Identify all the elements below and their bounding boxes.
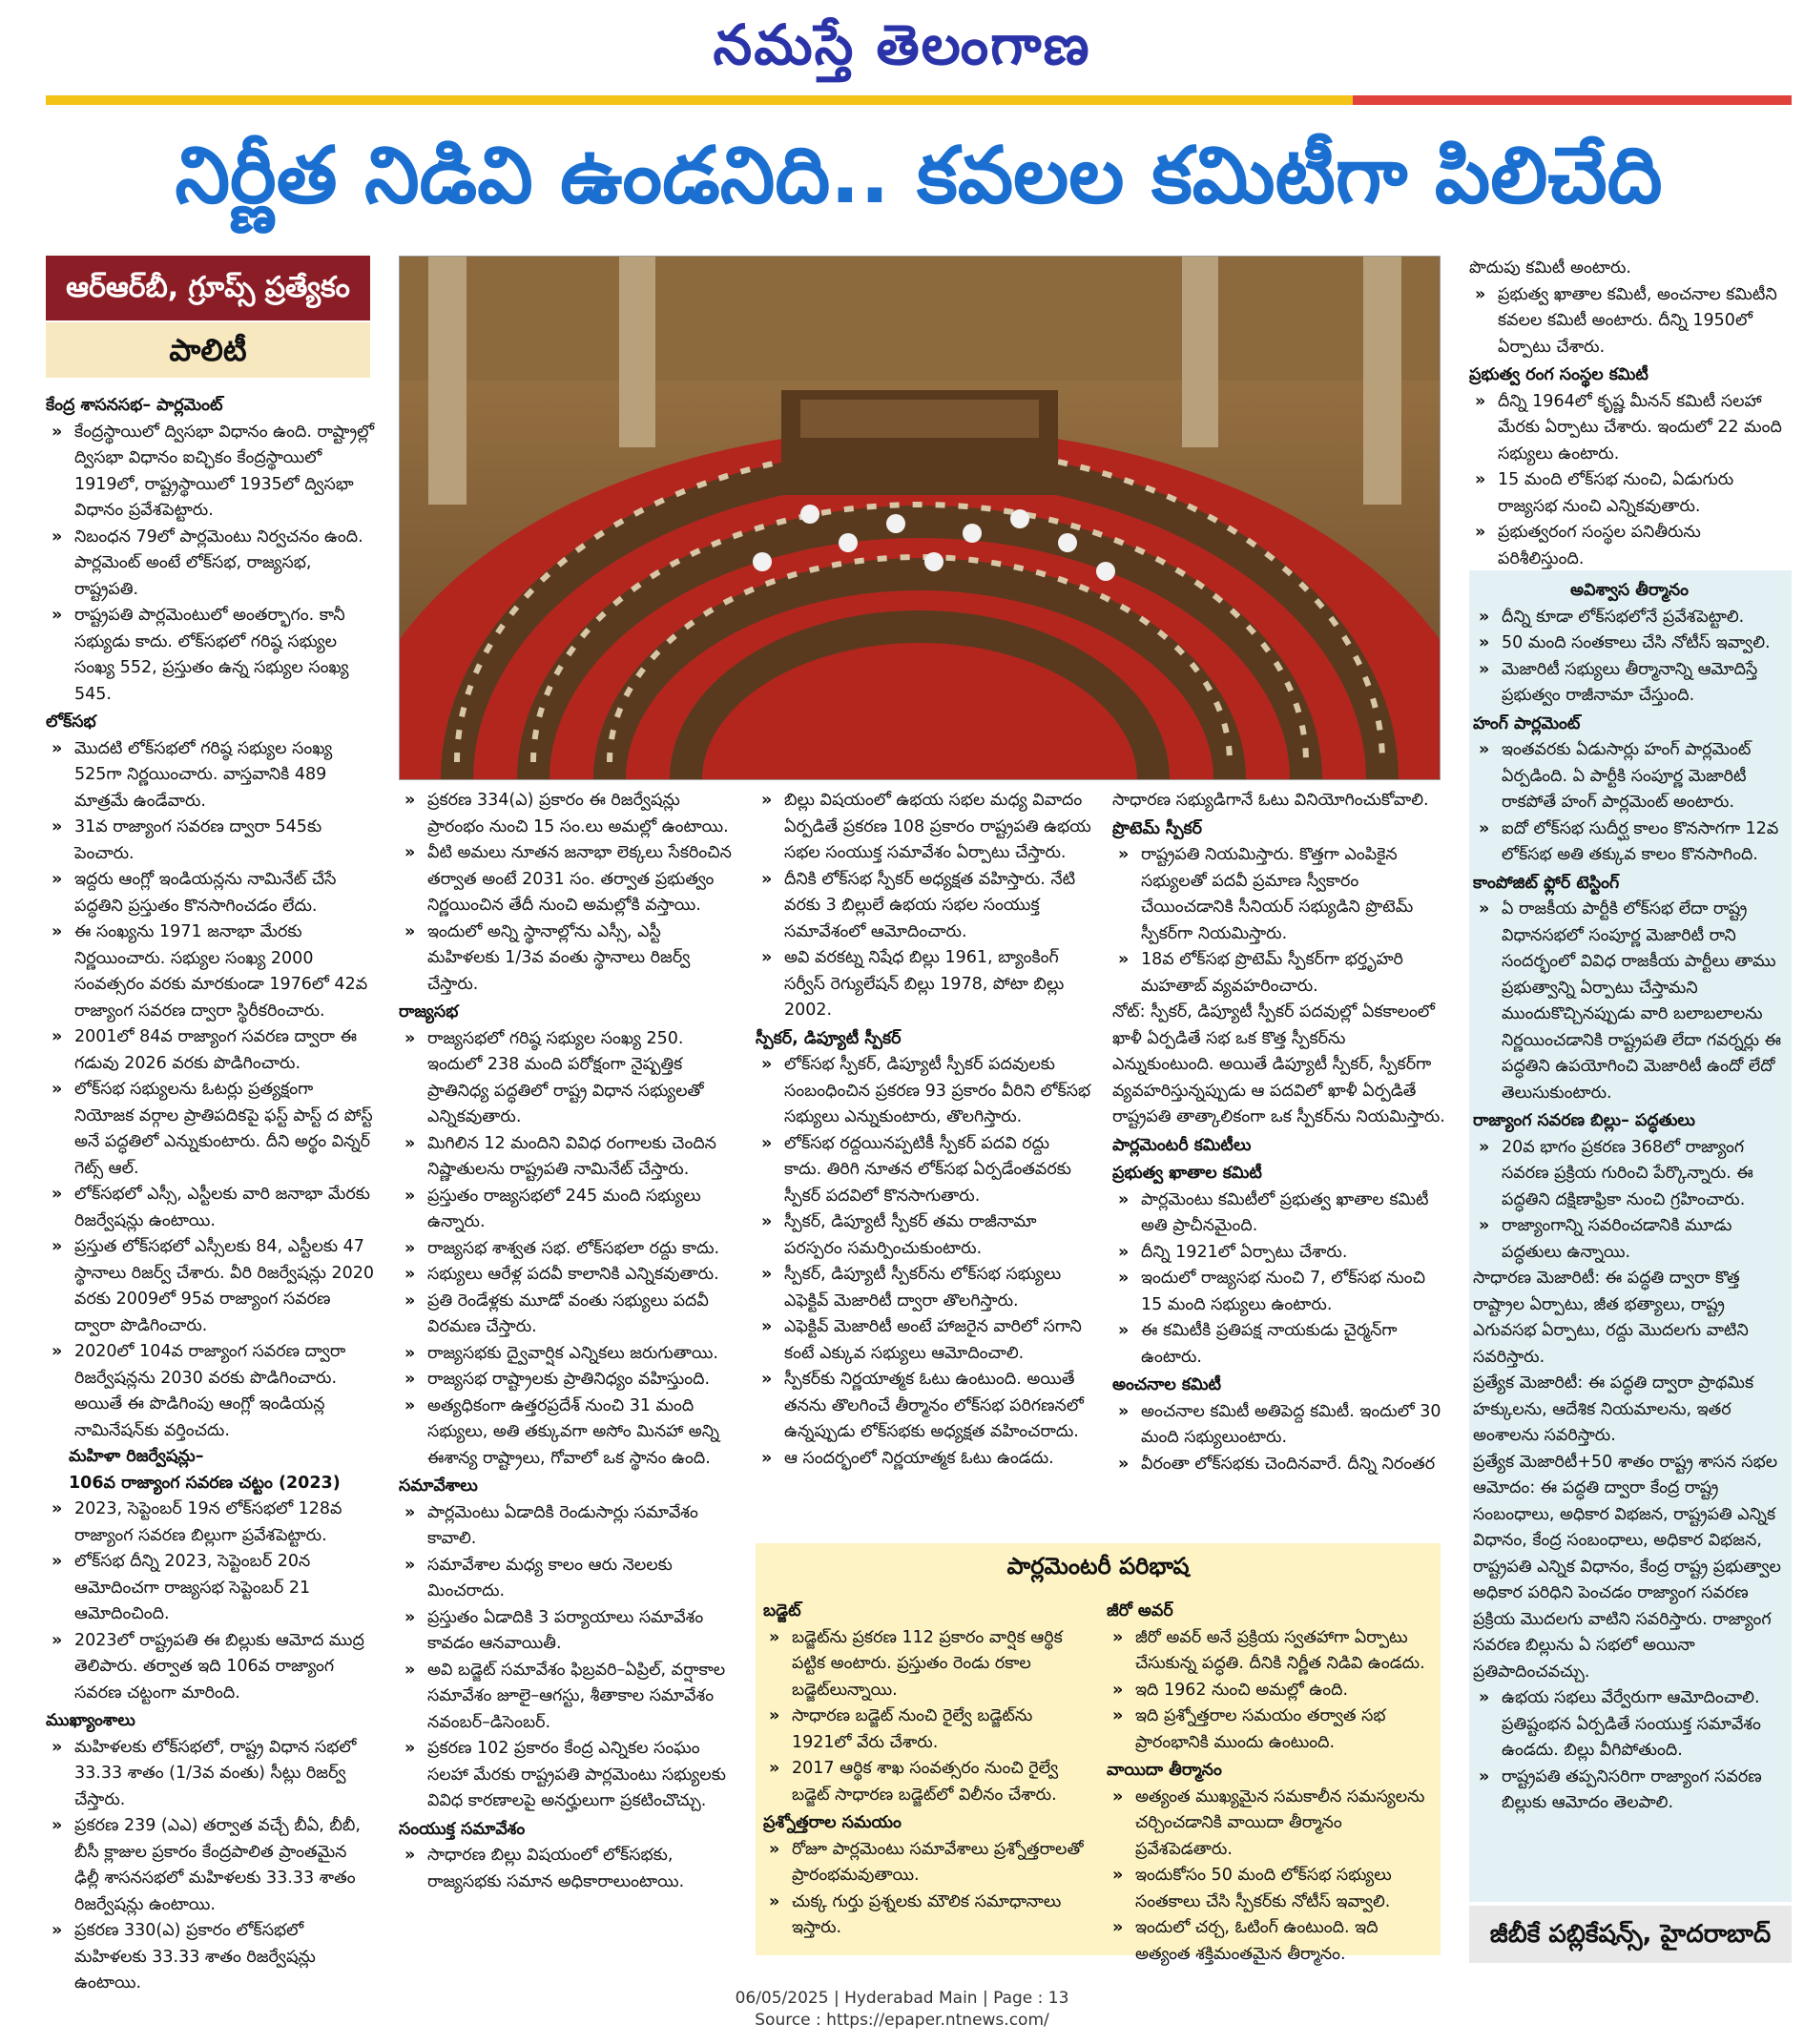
bullet-item: » మహిళలకు లోక్‌సభలో, రాష్ట్ర విధాన సభలో 33.33 శాతం (1/3వ వంతు) సీట్లు రిజర్వ్ చేస్తారు. <box>46 1735 375 1814</box>
bullet-item: » ఈ కమిటీకి ప్రతిపక్ష నాయకుడు చైర్మన్‌గా ఉంటారు. <box>1112 1318 1448 1371</box>
bullet-item: » రోజూ పార్లమెంటు సమావేశాలు ప్రశ్నోత్తరాలతో ప్రారంభమవుతాయి. <box>763 1837 1092 1889</box>
section-tag: పాలిటీ <box>46 322 370 378</box>
bullet-item: » ఇద్దరు ఆంగ్లో ఇండియన్లను నామినేట్ చేసే పద్ధతిని ప్రస్తుతం కొనసాగించడం లేదు. <box>46 867 375 919</box>
section-heading: వాయిదా తీర్మానం <box>1107 1761 1222 1780</box>
bullet-item: » లోక్‌సభ రద్దయినప్పటికీ స్పీకర్ పదవి రద్దు కాదు. తిరిగి నూతన లోక్‌సభ ఏర్పడేంతవరకు స్పీకర్ పదవిలో కొనసాగుతారు. <box>756 1131 1091 1210</box>
column-5-sidebar <box>1469 570 1792 1902</box>
bullet-item: » ఇంతవరకు ఏడుసార్లు హంగ్ పార్లమెంట్ ఏర్పడింది. ఏ పార్టీకి సంపూర్ణ మెజారిటీ రాకపోతే హంగ్ పార్లమెంట్ అంటారు. <box>1473 737 1786 816</box>
section-heading: లోక్‌సభ <box>46 712 96 732</box>
bullet-item: » రాష్ట్రపతి తప్పనిసరిగా రాజ్యాంగ సవరణ బిల్లుకు ఆమోదం తెలపాలి. <box>1473 1765 1786 1817</box>
paragraph: ప్రత్యేక మెజారిటీ+50 శాతం రాష్ట్ర శాసన సభల ఆమోదం: ఈ పద్ధతి ద్వారా కేంద్ర రాష్ట్ర సంబంధాలు, అధికార విభజన, రాష్ట్రపతి ఎన్నిక విధానం, కేంద్ర సంబంధాలు, అధికార విభజన, రాష్ట్రపతి ఎన్నిక విధానం, కేంద్ర రాష్ట్ర ప్రభుత్వాల అధికార పరిధిని పెంచడం రాజ్యాంగ సవరణ ప్రక్రియ మొదలగు వాటిని సవరిస్తారు. రాజ్యాంగ సవరణ బిల్లును ఏ సభలో అయినా ప్రతిపాదించవచ్చు. <box>1473 1452 1781 1682</box>
bullet-item: » లోక్‌సభ దీన్ని 2023, సెప్టెంబర్ 20న ఆమోదించగా రాజ్యసభ సెప్టెంబర్ 21 ఆమోదించింది. <box>46 1549 375 1628</box>
column-5-top <box>1469 256 1792 572</box>
column-3 <box>756 788 1091 1472</box>
column-1 <box>46 391 375 1997</box>
bullet-item: » మిగిలిన 12 మందిని వివిధ రంగాలకు చెందిన నిష్ణాతులను రాష్ట్రపతి నామినేట్ చేస్తారు. <box>399 1131 735 1184</box>
bullet-item: » ఎఫెక్టివ్ మెజారిటీ అంటే హాజరైన వారిలో సగాని కంటే ఎక్కువ సభ్యులు ఆమోదించాలి. <box>756 1314 1091 1367</box>
paragraph: సాధారణ మెజారిటీ: ఈ పద్ధతి ద్వారా కొత్త రాష్ట్రాల ఏర్పాటు, జీత భత్యాలు, రాష్ట్ర ఎగువసభ ఏర్పాటు, రద్దు మొదలగు వాటిని సవరిస్తారు. <box>1473 1269 1749 1367</box>
glossary-box <box>756 1543 1441 1964</box>
bullet-item: » కేంద్రస్థాయిలో ద్విసభా విధానం ఉంది. రాష్ట్రాల్లో ద్విసభా విధానం ఐచ్ఛికం కేంద్రస్థాయిలో 1919లో, రాష్ట్రస్థాయిలో 1935లో ద్విసభా విధానం ప్రవేశపెట్టారు. <box>46 420 375 525</box>
bullet-item: » లోక్‌సభలో ఎస్సీ, ఎస్టీలకు వారి జనాభా మేరకు రిజర్వేషన్లు ఉంటాయి. <box>46 1182 375 1234</box>
section-heading: ప్రభుత్వ ఖాతాల కమిటీ <box>1112 1164 1262 1183</box>
sub-heading: 106వ రాజ్యాంగ సవరణ చట్టం (2023) <box>69 1473 341 1493</box>
section-heading: స్పీకర్, డిప్యూటీ స్పీకర్ <box>756 1028 902 1048</box>
bullet-item: » రాష్ట్రపతి పార్లమెంటులో అంతర్భాగం. కానీ సభ్యుడు కాదు. లోక్‌సభలో గరిష్ఠ సభ్యుల సంఖ్య 552, ప్రస్తుతం ఉన్న సభ్యుల సంఖ్య 545. <box>46 603 375 708</box>
bullet-item: » ప్రస్తుత లోక్‌సభలో ఎస్సీలకు 84, ఎస్టీలకు 47 స్థానాలు రిజర్వ్ చేశారు. వీరి రిజర్వేషన్లు 2020 వరకు 2009లో 95వ రాజ్యాంగ సవరణ ద్వారా పొడిగించారు. <box>46 1234 375 1339</box>
bullet-item: » 15 మంది లోక్‌సభ నుంచి, ఏడుగురు రాజ్యసభ నుంచి ఎన్నికవుతారు. <box>1469 467 1792 520</box>
bullet-item: » 20వ భాగం ప్రకరణ 368లో రాజ్యాంగ సవరణ ప్రక్రియ గురించి పేర్కొన్నారు. ఈ పద్ధతిని దక్షిణాఫ్రికా నుంచి గ్రహించారు. <box>1473 1135 1786 1214</box>
section-heading: రాజ్యసభ <box>399 1002 459 1022</box>
bullet-item: » రాజ్యసభ రాష్ట్రాలకు ప్రాతినిధ్యం వహిస్తుంది. <box>399 1367 735 1394</box>
bullet-item: » పార్లమెంటు కమిటీలో ప్రభుత్వ ఖాతాల కమిటీ అతి ప్రాచీనమైంది. <box>1112 1187 1448 1240</box>
page-headline: నిర్ణీత నిడివి ఉండనిది.. కవలల కమిటీగా పిలిచేది <box>175 131 1663 221</box>
bullet-item: » దీనికి లోక్‌సభ స్పీకర్ అధ్యక్షత వహిస్తారు. నేటి వరకు 3 బిల్లులే ఉభయ సభల సంయుక్త సమావేశంలో ఆమోదించారు. <box>756 867 1091 946</box>
bullet-item: » సమావేశాల మధ్య కాలం ఆరు నెలలకు మించరాదు. <box>399 1553 735 1605</box>
bullet-item: » అత్యంత ముఖ్యమైన సమకాలీన సమస్యలను చర్చించడానికి వాయిదా తీర్మానం ప్రవేశపెడతారు. <box>1107 1785 1436 1864</box>
bullet-item: » 18వ లోక్‌సభ ప్రొటెమ్ స్పీకర్‌గా భర్తృహరి మహతాబ్ వ్యవహరించారు. <box>1112 947 1448 1000</box>
masthead-rule <box>46 95 1792 105</box>
sub-heading: మహిళా రిజర్వేషన్లు– <box>69 1447 204 1466</box>
bullet-item: » రాజ్యాంగాన్ని సవరించడానికి మూడు పద్ధతులు ఉన్నాయి. <box>1473 1213 1786 1266</box>
section-heading: హంగ్ పార్లమెంట్ <box>1473 713 1581 733</box>
bullet-item: » చుక్క గుర్తు ప్రశ్నలకు మౌలిక సమాధానాలు ఇస్తారు. <box>763 1889 1092 1942</box>
section-heading: రాజ్యాంగ సవరణ బిల్లు– పద్ధతులు <box>1473 1111 1695 1130</box>
column-2 <box>399 788 735 1895</box>
bullet-item: » 2023, సెప్టెంబర్ 19న లోక్‌సభలో 128వ రాజ్యాంగ సవరణ బిల్లుగా ప్రవేశపెట్టారు. <box>46 1497 375 1549</box>
bullet-item: » ఇందులో చర్చ, ఓటింగ్ ఉంటుంది. ఇది అత్యంత శక్తిమంతమైన తీర్మానం. <box>1107 1915 1436 1968</box>
bullet-item: » ప్రభుత్వ ఖాతాల కమిటీ, అంచనాల కమిటీని కవలల కమిటీ అంటారు. దీన్ని 1950లో ఏర్పాటు చేశారు. <box>1469 282 1792 361</box>
footer-source-line[interactable]: Source : https://epaper.ntnews.com/ <box>755 2011 1049 2030</box>
bullet-item: » ఉభయ సభలు వేర్వేరుగా ఆమోదించాలి. ప్రతిష్టంభన ఏర్పడితే సంయుక్త సమావేశం ఉండదు. బిల్లు వీగిపోతుంది. <box>1473 1685 1786 1765</box>
bullet-item: » బడ్జెట్‌ను ప్రకరణ 112 ప్రకారం వార్షిక ఆర్థిక పట్టిక అంటారు. ప్రస్తుతం రెండు రకాల బడ్జెట్‌లున్నాయి. <box>763 1625 1092 1704</box>
bullet-item: » దీన్ని కూడా లోక్‌సభలోనే ప్రవేశపెట్టాలి. <box>1473 605 1786 631</box>
section-heading: జీరో అవర్ <box>1107 1601 1173 1621</box>
bullet-item: » ఇది ప్రశ్నోత్తరాల సమయం తర్వాత సభ ప్రారంభానికి ముందు ఉంటుంది. <box>1107 1703 1436 1756</box>
bullet-item: » జీరో అవర్ అనే ప్రక్రియ స్వతహాగా ఏర్పాటు చేసుకున్న పద్ధతి. దీనికి నిర్ణీత నిడివి ఉండదు. <box>1107 1625 1436 1678</box>
paragraph: సాధారణ సభ్యుడిగానే ఓటు వినియోగించుకోవాలి. <box>1112 791 1429 810</box>
masthead-logo: నమస్తే తెలంగాణ <box>713 12 1091 77</box>
paragraph: నోట్: స్పీకర్, డిప్యూటీ స్పీకర్ పదవుల్లో ఏకకాలంలో ఖాళీ ఏర్పడితే సభ ఒక కొత్త స్పీకర్‌ను ఎన్నుకుంటుంది. అయితే డిప్యూటీ స్పీకర్, స్పీకర్‌గా వ్యవహరిస్తున్నప్పుడు ఆ పదవిలో ఖాళీ ఏర్పడితే రాష్ట్రపతి తాత్కాలికంగా ఒక స్పీకర్‌ను నియమిస్తారు. <box>1112 1002 1445 1126</box>
section-heading: కేంద్ర శాసనసభ– పార్లమెంట్ <box>46 396 223 415</box>
bullet-item: » 2017 ఆర్థిక శాఖ సంవత్సరం నుంచి రైల్వే బడ్జెట్ సాధారణ బడ్జెట్‌లో విలీనం చేశారు. <box>763 1756 1092 1808</box>
bullet-item: » లోక్‌సభ సభ్యులను ఓటర్లు ప్రత్యక్షంగా నియోజక వర్గాల ప్రాతిపదికపై ఫస్ట్ పాస్ట్ ద పోస్ట్ అనే పద్ధతిలో ఎన్నుకుంటారు. దీని అర్థం విన్నర్ గెట్స్ ఆల్. <box>46 1077 375 1182</box>
bullet-item: » సాధారణ బడ్జెట్ నుంచి రైల్వే బడ్జెట్‌ను 1921లో వేరు చేశారు. <box>763 1703 1092 1756</box>
bullet-item: » ప్రస్తుతం ఏడాదికి 3 పర్యాయాలు సమావేశం కావడం ఆనవాయితీ. <box>399 1605 735 1658</box>
series-tag: ఆర్‌ఆర్‌బీ, గ్రూప్స్ ప్రత్యేకం <box>46 256 370 320</box>
paragraph: పొదుపు కమిటీ అంటారు. <box>1469 258 1631 278</box>
bullet-item: » సాధారణ బిల్లు విషయంలో లోక్‌సభకు, రాజ్యసభకు సమాన అధికారాలుంటాయి. <box>399 1843 735 1895</box>
parliament-chamber-illustration <box>400 257 1440 779</box>
bullet-item: » అవి వరకట్న నిషేధ బిల్లు 1961, బ్యాంకింగ్ సర్వీస్ రెగ్యులేషన్ బిల్లు 1978, పోటా బిల్లు 2002. <box>756 945 1091 1024</box>
section-heading: సమావేశాలు <box>399 1476 478 1496</box>
bullet-item: » దీన్ని 1964లో కృష్ణ మీనన్ కమిటీ సలహా మేరకు ఏర్పాటు చేశారు. ఇందులో 22 మంది సభ్యులు ఉంటారు. <box>1469 389 1792 468</box>
bullet-item: » 2023లో రాష్ట్రపతి ఈ బిల్లుకు ఆమోద ముద్ర తెలిపారు. తర్వాత ఇది 106వ రాజ్యాంగ సవరణ చట్టంగా మారింది. <box>46 1628 375 1707</box>
bullet-item: » ఆ సందర్భంలో నిర్ణయాత్మక ఓటు ఉండదు. <box>756 1446 1091 1473</box>
bullet-item: » స్పీకర్, డిప్యూటీ స్పీకర్ తమ రాజీనామా పరస్పరం సమర్పించుకుంటారు. <box>756 1209 1091 1262</box>
bullet-item: » మెజారిటీ సభ్యులు తీర్మానాన్ని ఆమోదిస్తే ప్రభుత్వం రాజీనామా చేస్తుంది. <box>1473 657 1786 710</box>
bullet-item: » ప్రకరణ 330(ఎ) ప్రకారం లోక్‌సభలో మహిళలకు 33.33 శాతం రిజర్వేషన్లు ఉంటాయి. <box>46 1918 375 1997</box>
bullet-item: » ఇందులో అన్ని స్థానాల్లోను ఎస్సీ, ఎస్టీ మహిళలకు 1/3వ వంతు స్థానాలు రిజర్వ్ చేస్తారు. <box>399 919 735 999</box>
publisher-credit: జీబీకే పబ్లికేషన్స్, హైదరాబాద్ <box>1469 1906 1792 1963</box>
column-4 <box>1112 788 1448 1477</box>
bullet-item: » ఈ సంఖ్యను 1971 జనాభా మేరకు నిర్ణయించారు. సభ్యుల సంఖ్య 2000 సంవత్సరం వరకు మారకుండా 1976లో 42వ రాజ్యాంగ సవరణ ద్వారా స్థిరీకరించారు. <box>46 919 375 1024</box>
bullet-item: » దీన్ని 1921లో ఏర్పాటు చేశారు. <box>1112 1240 1448 1267</box>
parliament-photo <box>399 256 1441 780</box>
section-heading: పార్లమెంటరీ కమిటీలు <box>1112 1135 1252 1155</box>
section-heading: బడ్జెట్ <box>763 1601 801 1621</box>
glossary-title: పార్లమెంటరీ పరిభాష <box>1006 1553 1190 1579</box>
bullet-item: » ప్రస్తుతం రాజ్యసభలో 245 మంది సభ్యులు ఉన్నారు. <box>399 1184 735 1236</box>
footer-date-line: 06/05/2025 | Hyderabad Main | Page : 13 <box>735 1989 1069 2008</box>
bullet-item: » రాజ్యసభ శాశ్వత సభ. లోక్‌సభలా రద్దు కాదు. <box>399 1236 735 1263</box>
bullet-item: » ఏ రాజకీయ పార్టీకి లోక్‌సభ లేదా రాష్ట్ర విధానసభలో సంపూర్ణ మెజారిటీ రాని సందర్భంలో వివిధ రాజకీయ పార్టీలు తాము ప్రభుత్వాన్ని ఏర్పాటు చేస్తామని ముందుకొచ్చినప్పుడు వారి బలాబలాలను నిర్ణయించడానికి రాష్ట్రపతి లేదా గవర్నర్లు ఈ పద్ధతిని ఉపయోగించి మెజారిటీ ఉందో లేదో తెలుసుకుంటారు. <box>1473 897 1786 1106</box>
bullet-item: » రాజ్యసభకు ద్వైవార్షిక ఎన్నికలు జరుగుతాయి. <box>399 1341 735 1368</box>
bullet-item: » వీరంతా లోక్‌సభకు చెందినవారే. దీన్ని నిరంతర <box>1112 1452 1448 1478</box>
bullet-item: » స్పీకర్‌కు నిర్ణయాత్మక ఓటు ఉంటుంది. అయితే తనను తొలగించే తీర్మానం లోక్‌సభ పరిగణనలో ఉన్నప్పుడు లోక్‌సభకు అధ్యక్షత వహించరాదు. <box>756 1367 1091 1446</box>
bullet-item: » రాజ్యసభలో గరిష్ఠ సభ్యుల సంఖ్య 250. ఇందులో 238 మంది పరోక్షంగా నైష్పత్తిక ప్రాతినిధ్య పద్ధతిలో రాష్ట్ర విధాన సభ్యులతో ఎన్నికవుతారు. <box>399 1026 735 1131</box>
bullet-item: » ఐదో లోక్‌సభ సుదీర్ఘ కాలం కొనసాగగా 12వ లోక్‌సభ అతి తక్కువ కాలం కొనసాగింది. <box>1473 816 1786 869</box>
bullet-item: » ఇందుకోసం 50 మంది లోక్‌సభ సభ్యులు సంతకాలు చేసి స్పీకర్‌కు నోటీస్ ఇవ్వాలి. <box>1107 1863 1436 1915</box>
bullet-item: » మొదటి లోక్‌సభలో గరిష్ఠ సభ్యుల సంఖ్య 525గా నిర్ణయించారు. వాస్తవానికి 489 మాత్రమే ఉండేవారు. <box>46 736 375 816</box>
bullet-item: » 50 మంది సంతకాలు చేసి నోటీస్ ఇవ్వాలి. <box>1473 630 1786 657</box>
bullet-item: » ఇది 1962 నుంచి అమల్లో ఉంది. <box>1107 1678 1436 1704</box>
bullet-item: » ప్రకరణ 239 (ఎఎ) తర్వాత వచ్చే బీఏ, బీబీ, బీసీ క్లాజుల ప్రకారం కేంద్రపాలిత ప్రాంతమైన ఢిల్లీ శాసనసభలో మహిళలకు 33.33 శాతం రిజర్వేషన్లు ఉంటాయి. <box>46 1813 375 1918</box>
bullet-item: » అత్యధికంగా ఉత్తరప్రదేశ్ నుంచి 31 మంది సభ్యులు, అతి తక్కువగా అసోం మినహా అన్ని ఈశాన్య రాష్ట్రాలు, గోవాలో ఒక స్థానం ఉంది. <box>399 1394 735 1473</box>
bullet-item: » 2001లో 84వ రాజ్యాంగ సవరణ ద్వారా ఈ గడువు 2026 వరకు పొడిగించారు. <box>46 1024 375 1077</box>
section-heading: అంచనాల కమిటీ <box>1112 1375 1222 1394</box>
bullet-item: » అంచనాల కమిటీ అతిపెద్ద కమిటీ. ఇందులో 30 మంది సభ్యులుంటారు. <box>1112 1399 1448 1452</box>
bullet-item: » లోక్‌సభ స్పీకర్, డిప్యూటీ స్పీకర్ పదవులకు సంబంధించిన ప్రకరణ 93 ప్రకారం వీరిని లోక్‌సభ సభ్యులు ఎన్నుకుంటారు, తొలగిస్తారు. <box>756 1052 1091 1131</box>
bullet-item: » రాష్ట్రపతి నియమిస్తారు. కొత్తగా ఎంపికైన సభ్యులతో పదవీ ప్రమాణ స్వీకారం చేయించడానికి సీనియర్ సభ్యుడిని ప్రొటెమ్ స్పీకర్‌గా నియమిస్తారు. <box>1112 842 1448 947</box>
section-heading: సంయుక్త సమావేశం <box>399 1819 526 1839</box>
section-heading: ప్రభుత్వ రంగ సంస్థల కమిటీ <box>1469 365 1648 384</box>
bullet-item: » పార్లమెంటు ఏడాదికి రెండుసార్లు సమావేశం కావాలి. <box>399 1500 735 1553</box>
masthead-rule-accent <box>1353 95 1792 105</box>
section-heading: ప్రొటెమ్ స్పీకర్ <box>1112 818 1203 838</box>
bullet-item: » ప్రకరణ 334(ఎ) ప్రకారం ఈ రిజర్వేషన్లు ప్రారంభం నుంచి 15 సం.లు అమల్లో ఉంటాయి. <box>399 788 735 840</box>
bullet-item: » ప్రకరణ 102 ప్రకారం కేంద్ర ఎన్నికల సంఘం సలహా మేరకు రాష్ట్రపతి పార్లమెంటు సభ్యులకు వివిధ కారణాలపై అనర్హులుగా ప్రకటించొచ్చు. <box>399 1736 735 1815</box>
bullet-item: » అవి బడ్జెట్ సమావేశం ఫిబ్రవరి–ఏప్రిల్, వర్షాకాల సమావేశం జూలై–ఆగస్టు, శీతాకాల సమావేశం నవంబర్–డిసెంబర్. <box>399 1658 735 1737</box>
bullet-item: » సభ్యులు ఆరేళ్ల పదవీ కాలానికి ఎన్నికవుతారు. <box>399 1262 735 1289</box>
section-heading: కాంపోజిట్ ఫ్లోర్ టెస్టింగ్ <box>1473 873 1620 893</box>
bullet-item: » బిల్లు విషయంలో ఉభయ సభల మధ్య వివాదం ఏర్పడితే ప్రకరణ 108 ప్రకారం రాష్ట్రపతి ఉభయ సభల సంయుక్త సమావేశం ఏర్పాటు చేస్తారు. <box>756 788 1091 867</box>
bullet-item: » 31వ రాజ్యాంగ సవరణ ద్వారా 545కు పెంచారు. <box>46 815 375 867</box>
bullet-item: » 2020లో 104వ రాజ్యాంగ సవరణ ద్వారా రిజర్వేషన్లను 2030 వరకు పొడిగించారు. అయితే ఈ పొడిగింపు ఆంగ్లో ఇండియన్ల నామినేషన్‌కు వర్తించదు. <box>46 1339 375 1444</box>
glossary-right <box>1107 1597 1436 1968</box>
bullet-item: » నిబంధన 79లో పార్లమెంటు నిర్వచనం ఉంది. పార్లమెంట్ అంటే లోక్‌సభ, రాజ్యసభ, రాష్ట్రపతి. <box>46 525 375 604</box>
bullet-item: » ఇందులో రాజ్యసభ నుంచి 7, లోక్‌సభ నుంచి 15 మంది సభ్యులు ఉంటారు. <box>1112 1266 1448 1318</box>
bullet-item: » ప్రతి రెండేళ్లకు మూడో వంతు సభ్యులు పదవీ విరమణ చేస్తారు. <box>399 1289 735 1341</box>
glossary-left <box>763 1597 1092 1942</box>
bullet-item: » వీటి అమలు నూతన జనాభా లెక్కలు సేకరించిన తర్వాత అంటే 2031 సం. తర్వాత ప్రభుత్వం నిర్ణయించిన తేదీ నుంచి అమల్లోకి వస్తాయి. <box>399 840 735 919</box>
paragraph: ప్రత్యేక మెజారిటీ: ఈ పద్ధతి ద్వారా ప్రాథమిక హక్కులను, ఆదేశిక నియమాలను, ఇతర అంశాలను సవరిస్తారు. <box>1473 1373 1754 1445</box>
section-heading: ముఖ్యాంశాలు <box>46 1711 135 1730</box>
bullet-item: » ప్రభుత్వరంగ సంస్థల పనితీరును పరిశీలిస్తుంది. <box>1469 520 1792 572</box>
section-heading: ప్రశ్నోత్తరాల సమయం <box>763 1813 902 1832</box>
section-heading: అవిశ్వాస తీర్మానం <box>1570 581 1689 600</box>
bullet-item: » స్పీకర్, డిప్యూటీ స్పీకర్‌ను లోక్‌సభ సభ్యులు ఎఫెక్టివ్ మెజారిటీ ద్వారా తొలగిస్తారు. <box>756 1262 1091 1314</box>
